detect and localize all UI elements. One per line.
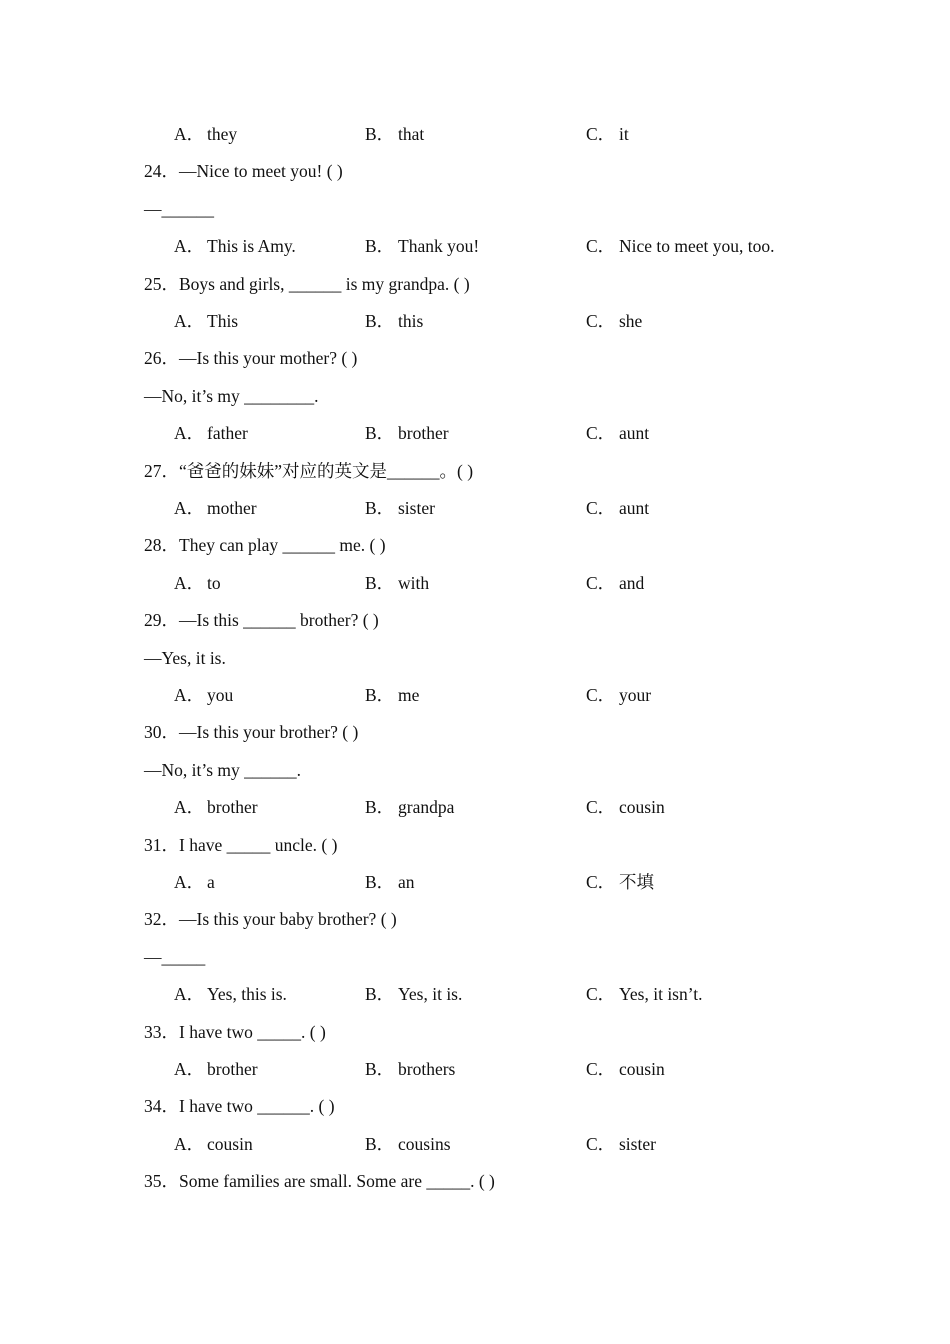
question-stem [144,833,337,857]
dialogue-line [144,197,214,221]
line-text: —Nice to meet you! ( ) [179,161,343,181]
option-text: cousin [619,797,665,817]
question-number: 24． [144,161,179,181]
option-letter: B． [365,872,395,892]
option-c[interactable] [586,571,644,595]
option-text: cousin [207,1134,253,1154]
option-text: they [207,124,238,144]
options-row [0,795,950,819]
option-letter: B． [365,423,395,443]
option-b[interactable] [365,309,423,333]
option-letter: C． [586,311,616,331]
option-letter: C． [586,685,616,705]
dialogue-line [144,646,226,670]
option-c[interactable] [586,1132,656,1156]
question-stem [144,1020,326,1044]
options-row [0,1057,950,1081]
question-number: 34． [144,1096,179,1116]
line-text: —No, it’s my ________. [144,386,319,406]
line-text: —_____ [144,947,206,967]
option-text: Thank you! [398,236,480,256]
question-number: 30． [144,722,179,742]
option-letter: A． [174,1134,205,1154]
line-text: —Is this your baby brother? ( ) [179,909,397,929]
question-number: 25． [144,274,179,294]
option-b[interactable] [365,1057,455,1081]
option-text: brothers [398,1059,456,1079]
option-a[interactable] [174,1132,253,1156]
options-row [0,234,950,258]
question-number: 33． [144,1022,179,1042]
question-number: 31． [144,835,179,855]
option-text: an [398,872,415,892]
option-text: Yes, it isn’t. [619,984,703,1004]
option-a[interactable] [174,870,215,894]
question-number: 28． [144,535,179,555]
question-stem [144,346,357,370]
option-letter: A． [174,573,205,593]
question-stem [144,907,397,931]
option-a[interactable] [174,309,238,333]
option-text: cousins [398,1134,451,1154]
option-text: 不填 [619,872,654,892]
option-text: and [619,573,645,593]
option-a[interactable] [174,421,248,445]
option-letter: B． [365,685,395,705]
option-a[interactable] [174,1057,258,1081]
option-c[interactable] [586,122,629,146]
question-stem [144,159,343,183]
option-text: this [398,311,424,331]
option-c[interactable] [586,496,649,520]
option-a[interactable] [174,496,257,520]
option-c[interactable] [586,870,654,894]
option-letter: B． [365,984,395,1004]
option-c[interactable] [586,421,649,445]
option-letter: A． [174,423,205,443]
option-letter: B． [365,1134,395,1154]
line-text: —Is this your brother? ( ) [179,722,359,742]
option-a[interactable] [174,683,233,707]
option-text: grandpa [398,797,455,817]
line-text: I have two _____. ( ) [179,1022,326,1042]
options-row [0,122,950,146]
option-b[interactable] [365,571,429,595]
option-c[interactable] [586,683,651,707]
line-text: I have two ______. ( ) [179,1096,335,1116]
option-text: Yes, it is. [398,984,463,1004]
option-letter: B． [365,498,395,518]
option-letter: A． [174,1059,205,1079]
option-letter: A． [174,124,205,144]
option-text: brother [398,423,449,443]
option-a[interactable] [174,795,258,819]
question-stem [144,608,379,632]
option-c[interactable] [586,309,642,333]
option-text: a [207,872,215,892]
option-text: that [398,124,425,144]
question-number: 32． [144,909,179,929]
option-text: father [207,423,248,443]
option-b[interactable] [365,122,424,146]
question-number: 29． [144,610,179,630]
option-b[interactable] [365,683,419,707]
option-text: aunt [619,423,650,443]
line-text: Some families are small. Some are _____. ( ) [179,1171,495,1191]
option-a[interactable] [174,234,296,258]
options-row [0,496,950,520]
question-stem [144,1169,495,1193]
option-letter: B． [365,236,395,256]
option-text: your [619,685,652,705]
options-row [0,421,950,445]
options-row [0,1132,950,1156]
options-row [0,683,950,707]
option-letter: A． [174,498,205,518]
option-text: it [619,124,629,144]
question-stem [144,459,473,483]
option-letter: C． [586,797,616,817]
options-row [0,309,950,333]
option-c[interactable] [586,982,702,1006]
option-letter: A． [174,236,205,256]
option-letter: A． [174,311,205,331]
question-number: 26． [144,348,179,368]
option-a[interactable] [174,982,287,1006]
option-letter: C． [586,423,616,443]
dialogue-line [144,945,205,969]
option-a[interactable] [174,122,237,146]
option-b[interactable] [365,795,454,819]
option-letter: B． [365,573,395,593]
line-text: —Is this your mother? ( ) [179,348,358,368]
option-letter: B． [365,311,395,331]
question-number: 35． [144,1171,179,1191]
option-text: you [207,685,234,705]
line-text: —Is this ______ brother? ( ) [179,610,379,630]
question-stem [144,720,358,744]
line-text: Boys and girls, ______ is my grandpa. ( ) [179,274,470,294]
option-text: with [398,573,430,593]
option-letter: A． [174,872,205,892]
option-text: aunt [619,498,650,518]
option-text: brother [207,1059,258,1079]
options-row [0,870,950,894]
line-text: I have _____ uncle. ( ) [179,835,338,855]
option-text: cousin [619,1059,665,1079]
option-text: to [207,573,221,593]
line-text: —Yes, it is. [144,648,226,668]
line-text: —______ [144,199,214,219]
option-letter: C． [586,1059,616,1079]
option-b[interactable] [365,421,449,445]
options-row [0,571,950,595]
dialogue-line [144,384,319,408]
dialogue-line [144,758,301,782]
question-stem [144,1094,335,1118]
option-text: me [398,685,420,705]
line-text: They can play ______ me. ( ) [179,535,386,555]
option-b[interactable] [365,982,462,1006]
option-letter: B． [365,797,395,817]
option-text: This is Amy. [207,236,296,256]
option-c[interactable] [586,1057,665,1081]
question-number: 27． [144,461,179,481]
option-text: Yes, this is. [207,984,287,1004]
option-letter: B． [365,124,395,144]
option-letter: A． [174,685,205,705]
option-b[interactable] [365,496,435,520]
option-text: Nice to meet you, too. [619,236,775,256]
option-c[interactable] [586,795,665,819]
option-a[interactable] [174,571,221,595]
option-letter: C． [586,236,616,256]
option-b[interactable] [365,234,479,258]
option-letter: C． [586,1134,616,1154]
option-text: brother [207,797,258,817]
option-letter: C． [586,573,616,593]
option-letter: A． [174,984,205,1004]
option-text: This [207,311,239,331]
option-letter: B． [365,1059,395,1079]
option-letter: C． [586,872,616,892]
option-letter: C． [586,498,616,518]
line-text: —No, it’s my ______. [144,760,302,780]
option-b[interactable] [365,1132,451,1156]
option-letter: C． [586,984,616,1004]
option-text: mother [207,498,257,518]
option-text: sister [619,1134,656,1154]
question-stem [144,533,386,557]
option-b[interactable] [365,870,415,894]
option-letter: C． [586,124,616,144]
option-letter: A． [174,797,205,817]
option-text: she [619,311,643,331]
question-stem [144,272,470,296]
line-text: “爸爸的妹妹”对应的英文是______。( ) [179,461,474,481]
option-c[interactable] [586,234,775,258]
options-row [0,982,950,1006]
option-text: sister [398,498,435,518]
